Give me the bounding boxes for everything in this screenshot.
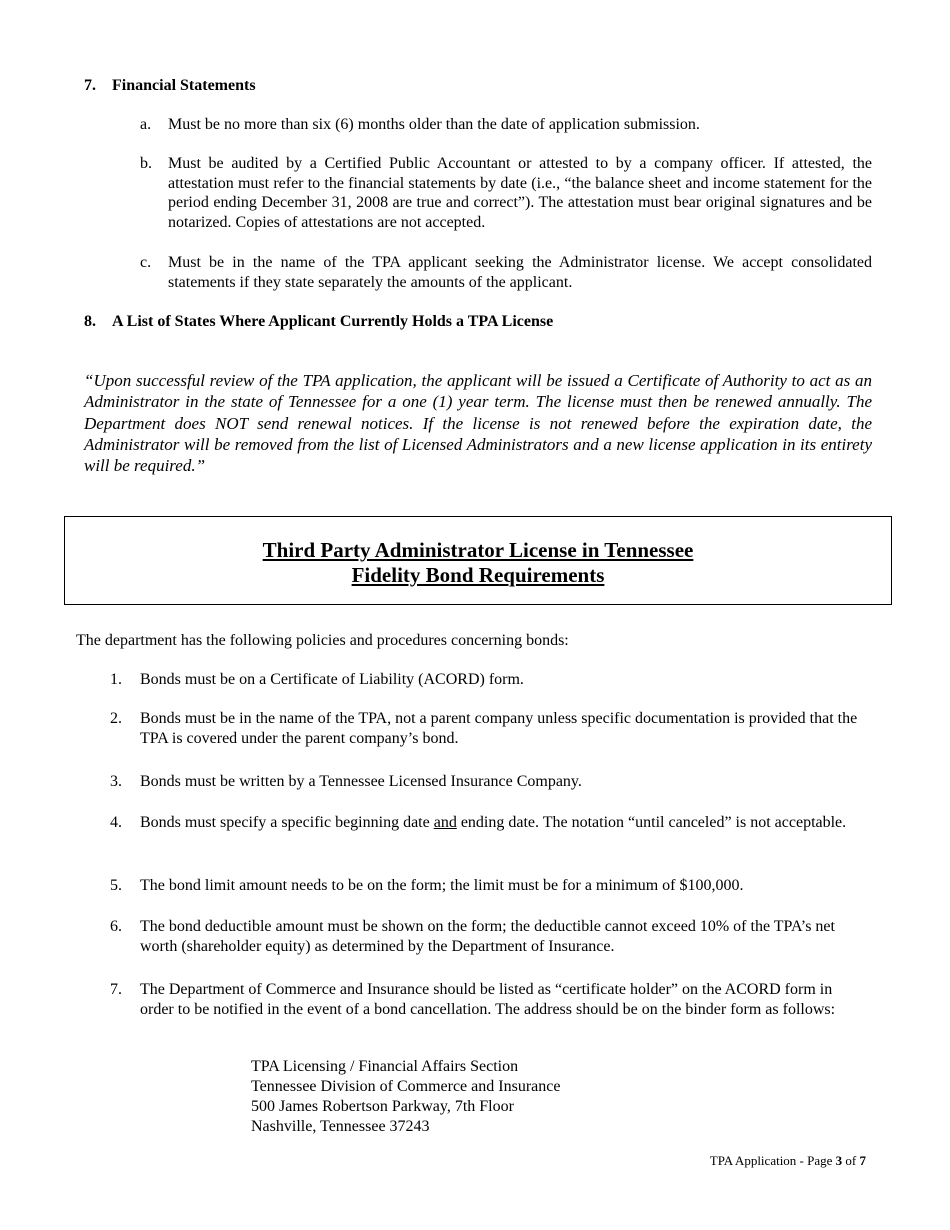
certificate-holder-address — [251, 1057, 560, 1137]
footer-page-total: 7 — [859, 1153, 866, 1168]
list-item-label: c. — [140, 254, 152, 271]
section-7-heading — [84, 76, 256, 96]
section-8-number: 8. — [84, 313, 96, 330]
address-line: Nashville, Tennessee 37243 — [251, 1118, 430, 1135]
footer-page-number: 3 — [835, 1153, 843, 1168]
footer-prefix: TPA Application - Page — [709, 1153, 836, 1168]
bond-item-number: 6. — [110, 918, 122, 935]
section-8-title: A List of States Where Applicant Currently Holds a TPA License — [112, 313, 554, 330]
bond-item-text: Bonds must be on a Certificate of Liability (ACORD) form. — [140, 671, 524, 688]
bond-item — [110, 772, 862, 792]
section-7-title: Financial Statements — [112, 77, 256, 94]
address-line: TPA Licensing / Financial Affairs Section — [251, 1058, 519, 1075]
list-item-label: a. — [140, 116, 152, 133]
list-item-text: Must be audited by a Certified Public Accountant or attested to by a company officer. If attested, the attestation must refer to the financial statements by date (i.e., “the balance sheet and income statement for the period ending December 31, 2008 are true and correct”). The attestation must bear original signatures and be notarized. Copies of attestations are not accepted. — [168, 155, 872, 231]
list-item-text: Must be in the name of the TPA applicant seeking the Administrator license. We accept consolidated statements if they state separately the amounts of the applicant. — [168, 254, 872, 291]
list-item — [140, 154, 872, 232]
bond-item-number: 7. — [110, 981, 122, 998]
bond-item-text: Bonds must be in the name of the TPA, not a parent company unless specific documentation is provided that the TPA is covered under the parent company’s bond. — [140, 710, 858, 747]
bond-policies-intro: The department has the following policies and procedures concerning bonds: — [76, 632, 569, 649]
footer-of: of — [842, 1153, 860, 1168]
bond-item — [110, 876, 862, 896]
bond-item-text-part: Bonds must specify a specific beginning date — [140, 814, 434, 831]
list-item-label: b. — [140, 155, 152, 172]
license-term-quote: “Upon successful review of the TPA application, the applicant will be issued a Certificate of Authority to act as an Administrator in the state of Tennessee for a one (1) year term. The license must then be renewed annually. The Department does NOT send renewal notices. If the license is not renewed before the expiration date, the Administrator will be removed from the list of Licensed Administrators and a new license application in its entirety will be required.” — [84, 371, 872, 476]
bond-item-number: 4. — [110, 814, 122, 831]
bond-item — [110, 709, 862, 749]
box-title-line-2: Fidelity Bond Requirements — [351, 563, 605, 587]
bond-item-text — [140, 813, 862, 833]
bond-requirements-title-box — [64, 516, 892, 605]
bond-item — [110, 813, 862, 833]
page-footer — [710, 1153, 866, 1169]
list-item — [140, 115, 872, 135]
section-8-heading — [84, 312, 553, 332]
bond-item — [110, 980, 862, 1020]
list-item-text: Must be no more than six (6) months older than the date of application submission. — [168, 116, 700, 133]
bond-item-number: 3. — [110, 773, 122, 790]
bond-item-number: 2. — [110, 710, 122, 727]
bond-item-text: The bond deductible amount must be shown on the form; the deductible cannot exceed 10% of the TPA’s net worth (shareholder equity) as determined by the Department of Insurance. — [140, 918, 835, 955]
section-7-number: 7. — [84, 77, 96, 94]
bond-item-text: The Department of Commerce and Insurance should be listed as “certificate holder” on the ACORD form in order to be notified in the event of a bond cancellation. The address should be on the binder form as follows: — [140, 981, 836, 1018]
box-title-line-1: Third Party Administrator License in Tennessee — [262, 538, 694, 562]
bond-item — [110, 670, 862, 690]
address-line: 500 James Robertson Parkway, 7th Floor — [251, 1098, 514, 1115]
bond-item-number: 5. — [110, 877, 122, 894]
bond-item — [110, 917, 862, 957]
bond-item-text: Bonds must be written by a Tennessee Licensed Insurance Company. — [140, 773, 582, 790]
bond-item-text-part: ending date. The notation “until canceled” is not acceptable. — [456, 814, 847, 831]
list-item — [140, 253, 872, 292]
bond-item-number: 1. — [110, 671, 122, 688]
bond-item-text: The bond limit amount needs to be on the form; the limit must be for a minimum of $100,000. — [140, 877, 744, 894]
address-line: Tennessee Division of Commerce and Insurance — [251, 1078, 561, 1095]
underlined-word: and — [433, 814, 457, 831]
